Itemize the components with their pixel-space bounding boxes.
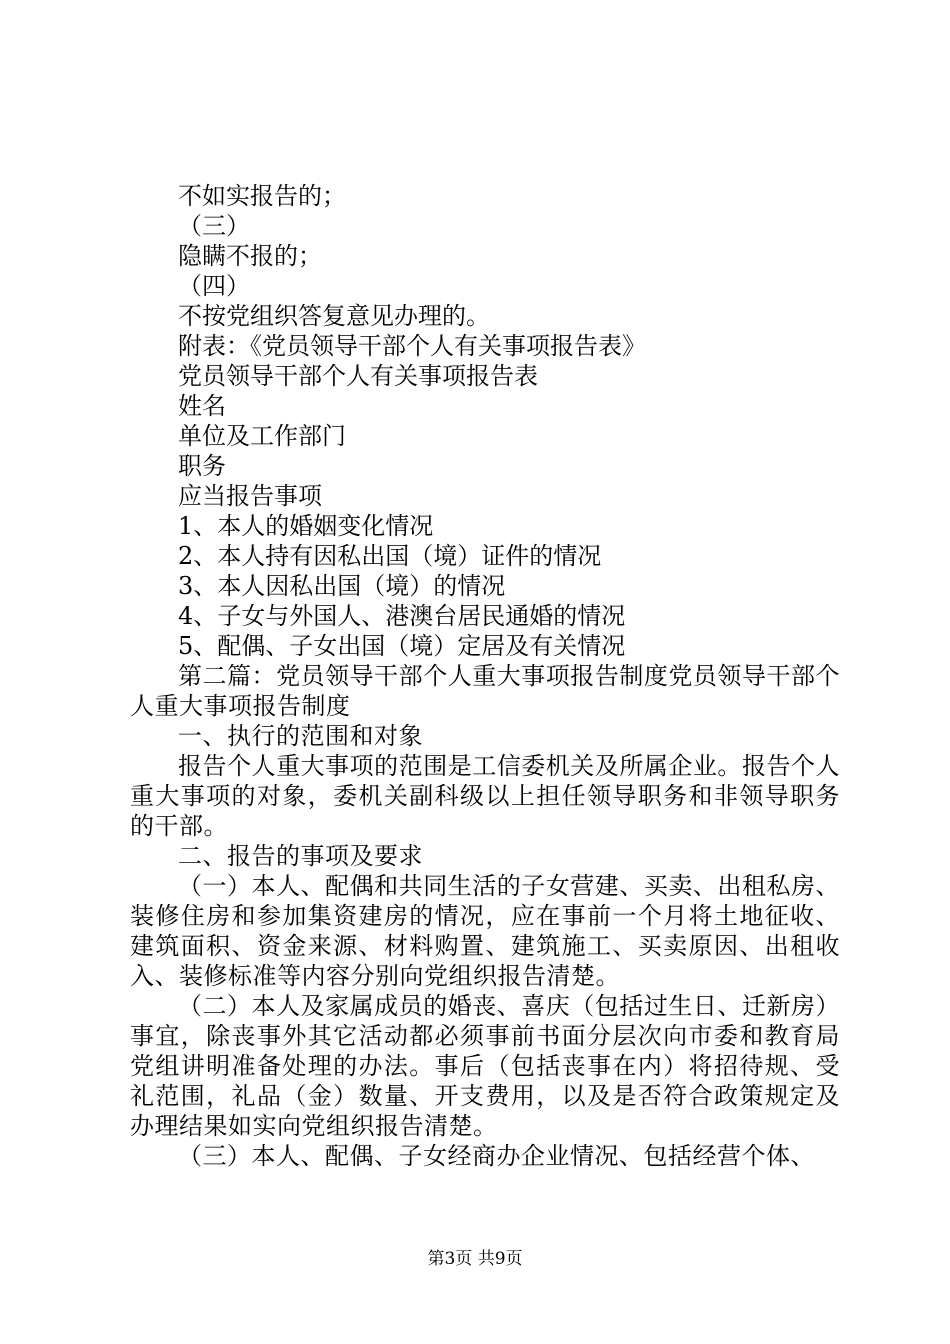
text-line: 5、配偶、子女出国（境）定居及有关情况	[178, 632, 626, 660]
text-line: 姓名	[178, 392, 226, 420]
text-line: 3、本人因私出国（境）的情况	[178, 572, 506, 600]
text-line: 隐瞒不报的；	[178, 242, 322, 270]
body-paragraph: （三）本人、配偶、子女经商办企业情况、包括经营个体、	[178, 1142, 815, 1170]
text-line: 2、本人持有因私出国（境）证件的情况	[178, 542, 602, 570]
text-line: 不如实报告的；	[178, 182, 346, 210]
text-line: 不按党组织答复意见办理的。	[178, 302, 490, 330]
body-paragraph: （二）本人及家属成员的婚丧、喜庆（包括过生日、迁新房）事宜，除丧事外其它活动都必须事前书面分层次向市委和教育局党组讲明准备处理的办法。事后（包括丧事在内）将招待规、受礼范围，礼品（金）数量、开支费用，以及是否符合政策规定及办理结果如实向党组织报告清楚。	[130, 992, 840, 1140]
page-number: 第3页 共9页	[427, 1249, 523, 1269]
text-line: 单位及工作部门	[178, 422, 346, 450]
text-line: 附表：《党员领导干部个人有关事项报告表》	[178, 332, 646, 360]
body-paragraph: 报告个人重大事项的范围是工信委机关及所属企业。报告个人重大事项的对象，委机关副科级以上担任领导职务和非领导职务的干部。	[130, 752, 840, 840]
text-line: 职务	[178, 452, 226, 480]
text-line: 应当报告事项	[178, 482, 322, 510]
text-line: 1、本人的婚姻变化情况	[178, 512, 434, 540]
text-line: 党员领导干部个人有关事项报告表	[178, 362, 538, 390]
section-heading: 二、报告的事项及要求	[178, 842, 423, 870]
section-heading: 第二篇：党员领导干部个人重大事项报告制度党员领导干部个人重大事项报告制度	[130, 662, 840, 720]
text-line: 4、子女与外国人、港澳台居民通婚的情况	[178, 602, 626, 630]
text-line: （三）	[178, 212, 250, 240]
text-line: （四）	[178, 272, 250, 300]
section-heading: 一、执行的范围和对象	[178, 722, 423, 750]
body-paragraph: （一）本人、配偶和共同生活的子女营建、买卖、出租私房、装修住房和参加集资建房的情况，应在事前一个月将土地征收、建筑面积、资金来源、材料购置、建筑施工、买卖原因、出租收入、装修标准等内容分别向党组织报告清楚。	[130, 872, 840, 990]
